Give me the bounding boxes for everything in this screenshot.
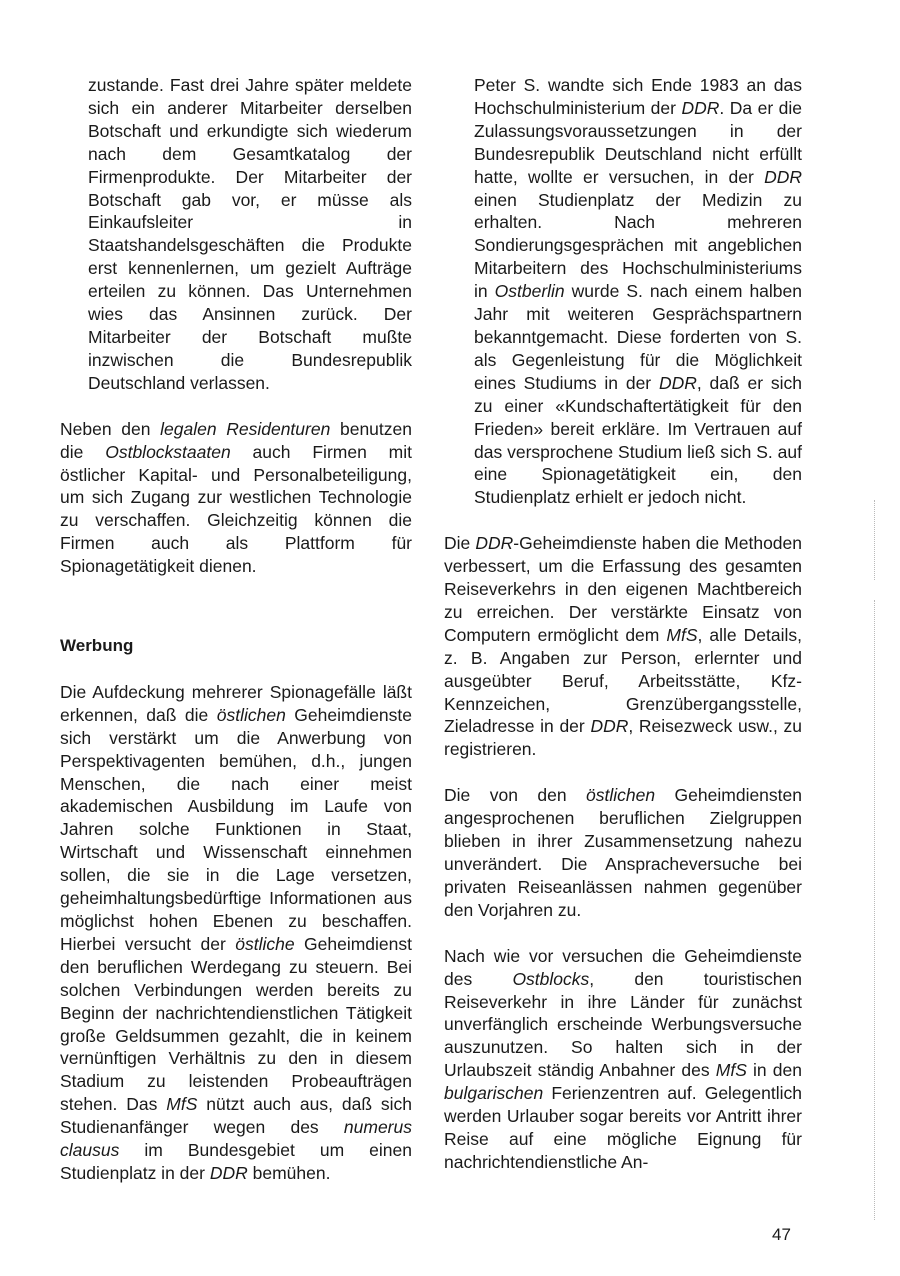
text-run: , Reisezweck usw., zu registrieren. (444, 716, 803, 760)
emphasis-text: DDR (764, 166, 802, 187)
text-run: Geheimdienste sich verstärkt um die Anwerbung von Perspektivagenten bemühen, d.h., jungen Menschen, die nach einer meist akademischen Ausbildung im Laufe von Jahren solche Funktionen in Staat, Wirtschaft und Wissenschaft einnehmen sollen, die sie in die Lage versetzen, geheimhaltungsbedürftige Informationen aus möglichst hohen Ebenen zu beschaffen. Hierbei versucht der (60, 704, 412, 954)
emphasis-text: Ostberlin (494, 281, 565, 302)
emphasis-text: numerus clausus (60, 1117, 412, 1161)
right-paragraph-2 (444, 532, 802, 761)
left-paragraph-1 (88, 74, 412, 395)
text-run: Geheimdiensten angesprochenen beruflichen Zielgruppen blieben in ihrer Zusammensetzung nahezu unverändert. Die Anspracheversuche bei privaten Reiseanlässen nahmen gegenüber den Vorjahren zu. (444, 785, 802, 920)
text-run: -Geheimdienste haben die Methoden verbessert, um die Erfassung des gesamten Reiseverkehrs in den eigenen Machtbereich zu erreichen. Der verstärkte Einsatz von Computern ermöglicht dem (444, 533, 802, 645)
emphasis-text: Ostblockstaaten (105, 441, 231, 462)
text-run: in den (746, 1060, 803, 1081)
left-paragraph-2 (60, 418, 412, 578)
text-run: einen Studienplatz der Medizin zu erhalten. Nach mehreren Sondierungsgesprächen mit angeblichen Mitarbeitern des Hochschulministeriums in (474, 189, 802, 302)
emphasis-text: MfS (166, 1094, 198, 1115)
emphasis-text: DDR (590, 716, 629, 737)
text-run: wurde S. nach einem halben Jahr mit weiteren Gesprächspartnern bekanntgemacht. Diese forderten von S. als Gegenleistung für die Möglichkeit eines Studiums in der (474, 281, 803, 393)
text-run: auch Firmen mit östlicher Kapital- und Personalbeteiligung, um sich Zugang zur westlichen Technologie zu verschaffen. Gleichzeitig können die Firmen auch als Plattform für Spionagetätigkeit dienen. (60, 441, 413, 577)
emphasis-text: DDR (681, 97, 720, 118)
page-number: 47 (772, 1225, 791, 1244)
left-column (60, 74, 412, 1185)
left-paragraph-3 (60, 681, 412, 1185)
text-run: Die (444, 533, 476, 554)
text-run: , daß er sich zu einer «Kundschaftertätigkeit für den Frieden» bereit erkläre. Im Vertrauen auf das versprochene Studium ließ sich S. auf eine Spionagetätigkeit ein, den Studienplatz erhielt er jedoch nicht. (474, 372, 802, 508)
right-paragraph-1 (474, 74, 802, 509)
text-run: Die Aufdeckung mehrerer Spionagefälle läßt erkennen, daß die (60, 681, 412, 725)
text-run: Die von den (444, 785, 587, 806)
text-run: , den touristischen Reiseverkehr in ihre Länder für zunächst unverfänglich erscheinde Werbungsversuche auszunutzen. So halten sich in der Urlaubszeit ständig Anbahner des (444, 968, 802, 1081)
emphasis-text: bulgarischen (444, 1083, 544, 1104)
text-run: im Bundesgebiet um einen Studienplatz in der (60, 1140, 412, 1183)
scan-edge-mark (874, 500, 876, 580)
text-run: Nach wie vor versuchen die Geheimdienste des (444, 945, 802, 989)
text-run: Neben den (60, 418, 161, 439)
emphasis-text: Ostblocks (512, 968, 590, 989)
section-heading: Werbung (60, 636, 134, 656)
right-paragraph-3 (444, 784, 802, 921)
emphasis-text: DDR (475, 533, 514, 554)
emphasis-text: MfS (715, 1060, 747, 1081)
text-run: Peter S. wandte sich Ende 1983 an das Hochschulministerium der (474, 75, 802, 118)
emphasis-text: DDR (658, 372, 697, 393)
emphasis-text: MfS (666, 624, 698, 645)
right-paragraph-4 (444, 945, 802, 1174)
emphasis-text: legalen Residenturen (160, 418, 331, 439)
text-run: zustande. Fast drei Jahre später meldete sich ein anderer Mitarbeiter derselben Botschaft und erkundigte sich wiederum nach dem Gesamtkatalog der Firmenprodukte. Der Mitarbeiter der Botschaft gab vor, er müsse als Einkaufsleiter in Staatshandelsgeschäften die Produkte erst kennenlernen, um gezielt Aufträge erteilen zu können. Das Unternehmen wies das Ansinnen zurück. Der Mitarbeiter der Botschaft mußte inzwischen die Bundesrepublik Deutschland verlassen. (88, 75, 412, 393)
emphasis-text: östliche (235, 933, 295, 954)
text-run: nützt auch aus, daß sich Studienanfänger wegen des (60, 1094, 413, 1138)
text-run: bemühen. (247, 1162, 331, 1183)
text-run: Geheimdienst den beruflichen Werdegang zu steuern. Bei solchen Verbindungen werden bereits zu Beginn der nachrichtendienstlichen Tätigkeit große Geldsummen gezahlt, die in keinem vernünftigen Verhältnis zu den in diesem Stadium zu leistenden Probeaufträgen stehen. Das (60, 933, 412, 1115)
emphasis-text: DDR (209, 1162, 248, 1183)
text-run: benutzen die (60, 418, 412, 462)
right-column (444, 74, 802, 1174)
text-run: Ferienzentren auf. Gelegentlich werden Urlauber sogar bereits vor Antritt ihrer Reise auf eine mögliche Eignung für nachrichtendienstliche An- (444, 1083, 802, 1172)
scan-edge-mark (874, 600, 876, 1220)
emphasis-text: östlichen (216, 704, 286, 725)
text-run: , alle Details, z. B. Angaben zur Person, erlernter und ausgeübter Beruf, Arbeitsstätte, Kfz-Kennzeichen, Grenzübergangsstelle, Zieladresse in der (444, 624, 803, 737)
emphasis-text: östlichen (586, 785, 656, 806)
text-run: . Da er die Zulassungsvoraussetzungen in der Bundesrepublik Deutschland nicht erfüllt hatte, wollte er versuchen, in der (474, 97, 803, 187)
